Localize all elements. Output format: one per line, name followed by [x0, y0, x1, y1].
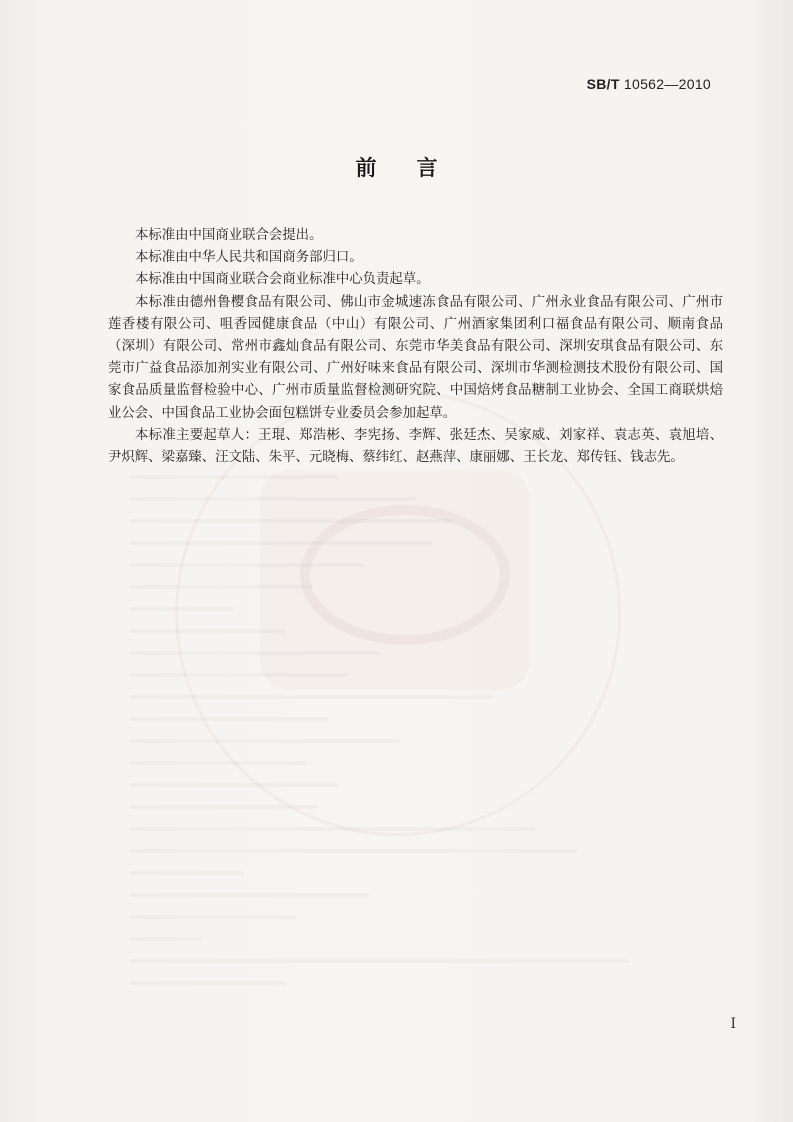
paragraph-drafter: 本标准由中国商业联合会商业标准中心负责起草。	[135, 272, 430, 288]
standard-prefix: SB/T	[586, 76, 620, 92]
foreword-body	[108, 225, 723, 469]
paragraph-main-drafters: 本标准主要起草人：王琨、郑浩彬、李宪扬、李辉、张廷杰、吴家威、刘家祥、袁志英、袁旭培、尹炽辉、梁嘉臻、汪文陆、朱平、元晓梅、蔡纬红、赵燕萍、康丽娜、王长龙、郑传钰、钱志先。	[108, 427, 723, 466]
paragraph-participating-organizations: 本标准由德州鲁樱食品有限公司、佛山市金城速冻食品有限公司、广州永业食品有限公司、广州市莲香楼有限公司、咀香园健康食品（中山）有限公司、广州酒家集团利口福食品有限公司、顺南食品（深圳）有限公司、常州市鑫灿食品有限公司、东莞市华美食品有限公司、深圳安琪食品有限公司、东莞市广益食品添加剂实业有限公司、广州好味来食品有限公司、深圳市华测检测技术股份有限公司、国家食品质量监督检验中心、广州市质量监督检测研究院、中国焙烤食品糖制工业协会、全国工商联烘焙业公会、中国食品工业协会面包糕饼专业委员会参加起草。	[108, 294, 723, 421]
watermark-seal-inner	[260, 470, 530, 690]
watermark-seal-emblem	[300, 505, 510, 645]
paragraph-proposer: 本标准由中国商业联合会提出。	[135, 228, 323, 243]
standard-code: 10562—2010	[623, 76, 711, 92]
page-number: I	[730, 1016, 736, 1032]
paragraph-administrator: 本标准由中华人民共和国商务部归口。	[135, 250, 363, 266]
bleed-through-text	[130, 475, 650, 1035]
section-title: 前言	[355, 156, 478, 180]
standard-number	[587, 76, 711, 92]
